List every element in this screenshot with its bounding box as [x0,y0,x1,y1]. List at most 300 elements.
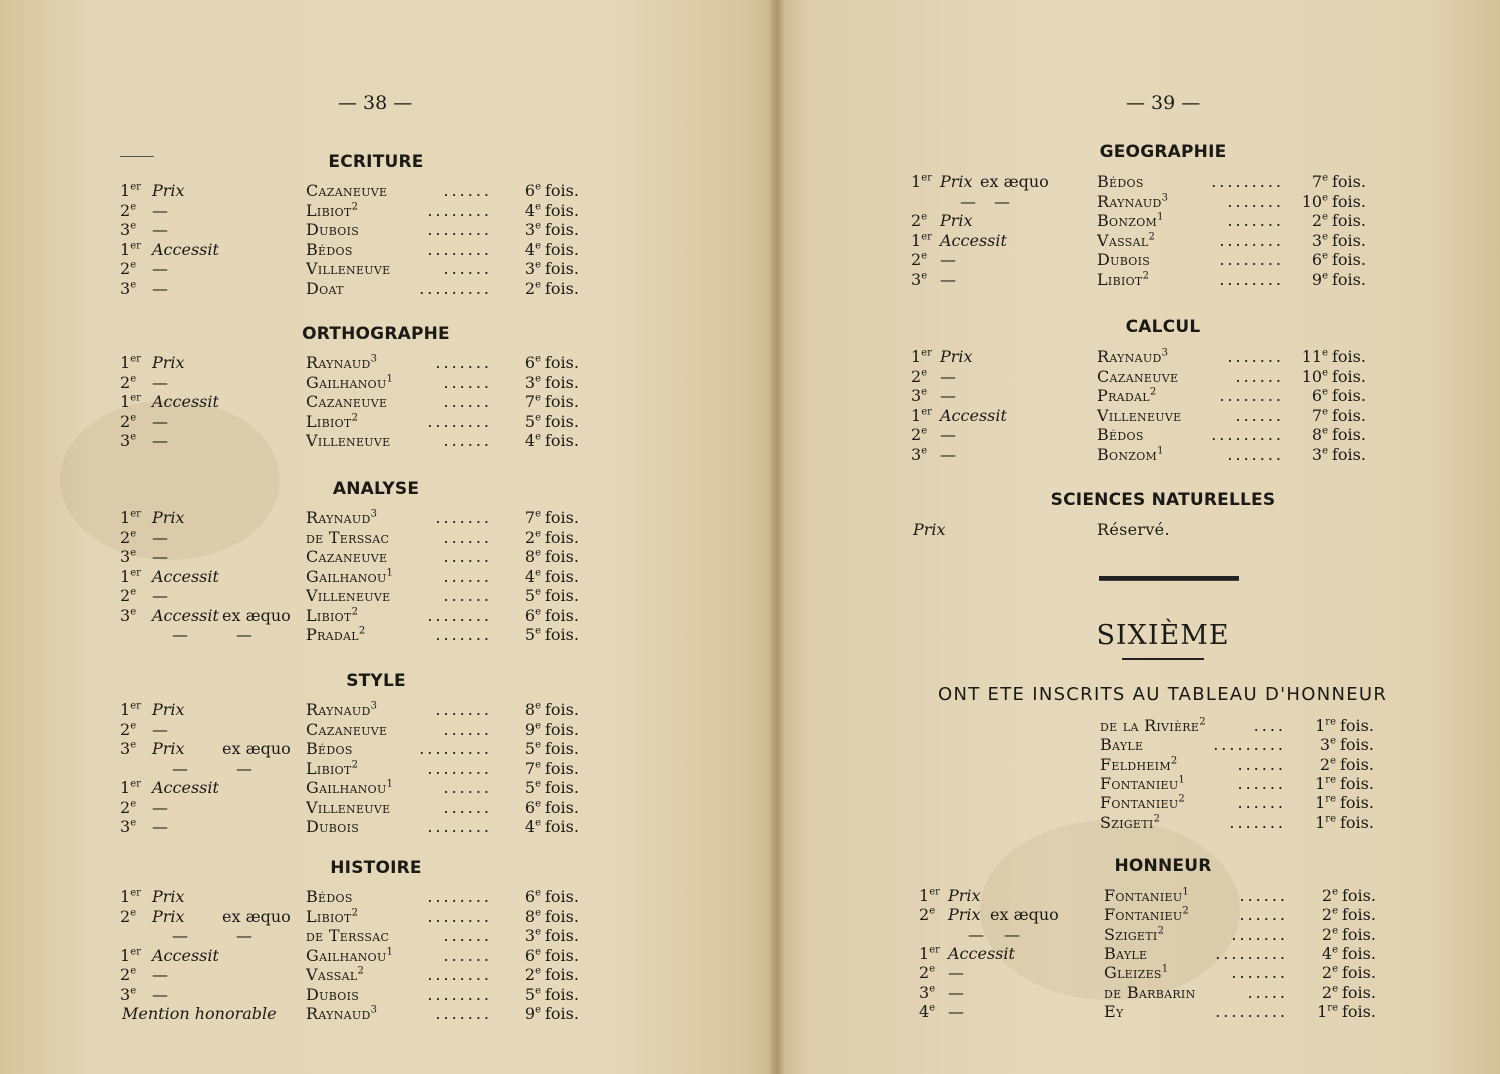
prize-row [0,778,700,798]
fois-label: fois. [545,739,579,758]
rank-ordinal: 2 [911,425,922,444]
dot-leader: ...... [443,586,492,605]
times-count-number: 5 [524,778,536,797]
prize-label: Prix [913,520,946,539]
student-name-text: de la Rivière [1100,716,1200,735]
rank-ordinal-suffix: e [921,386,928,398]
student-name [306,279,344,298]
rank-ordinal: 2 [120,586,131,605]
rank-ordinal-suffix: er [130,392,141,404]
times-count [525,567,541,586]
name-footnote: 2 [1153,813,1161,825]
prize-row [784,367,1484,387]
student-name-text: Villeneuve [306,431,391,450]
rank-ordinal-suffix: er [921,231,932,243]
times-count-suffix: e [535,700,541,712]
rank-ordinal: 1 [911,172,922,191]
times-count [525,259,541,278]
times-count [1322,905,1338,924]
times-count-number: 2 [524,527,536,547]
rank [120,778,141,797]
student-name [306,606,358,625]
rank-ordinal: 2 [911,250,922,269]
fois-label: fois. [1332,425,1366,444]
dot-leader: ....... [1229,812,1286,832]
prize-row [0,201,700,221]
rank-ordinal: 2 [120,411,131,431]
dot-leader: ..... [1247,982,1288,1002]
rank-ordinal: 1 [120,353,131,372]
student-name [1097,406,1181,425]
times-count-number: 10 [1301,191,1323,211]
prize-row [0,279,700,299]
rank-ordinal: 3 [120,431,131,450]
times-count [525,907,541,926]
student-name-text: Libiot [306,906,352,926]
prize-qualifier: ex æquo [990,905,1059,925]
prize-qualifier: — [1004,924,1020,944]
prize-label: — [960,191,976,211]
student-name-text: Dubois [1097,250,1151,269]
times-count [1322,925,1338,944]
student-name [306,220,359,239]
times-count-suffix: e [1322,250,1328,262]
fois-label: fois. [1340,793,1374,813]
times-count-number: 3 [1311,230,1323,250]
rank-ordinal-suffix: e [921,270,928,282]
dot-leader: ........ [1219,250,1284,269]
times-count [1322,944,1338,963]
dot-leader: ...... [443,547,492,566]
student-name-text: Raynaud [306,700,371,719]
student-name [306,508,377,527]
times-count-number: 9 [1311,269,1323,289]
times-count-suffix: e [535,625,541,637]
name-footnote: 2 [358,625,366,637]
rank [120,353,141,372]
rank [919,983,935,1002]
dot-leader: ........ [427,984,492,1004]
times-count-suffix: e [535,279,541,291]
dot-leader: ....... [435,625,492,644]
dot-leader: ....... [435,700,492,719]
dot-leader: ........ [427,200,492,220]
dot-leader: ......... [1215,1001,1288,1021]
section-title: ECRITURE [328,152,424,172]
times-count-suffix: e [535,739,541,751]
name-footnote: 1 [1182,886,1190,898]
prize-label: — [152,817,168,836]
prize-label: — [152,547,168,566]
class-title: SIXIÈME [1096,620,1230,651]
fois-label: fois. [545,719,579,739]
times-count-suffix: e [535,759,541,771]
rank-ordinal: 2 [919,905,930,925]
rank-ordinal: 3 [120,605,131,625]
times-count [1302,367,1328,386]
prize-row [0,817,700,837]
times-count-number: 3 [524,926,536,945]
times-count [1317,1002,1338,1021]
fois-label: fois. [1332,405,1366,425]
dot-leader: ....... [1227,191,1284,211]
dot-leader: ...... [1235,405,1284,425]
times-count [1312,425,1328,444]
times-count-number: 9 [524,719,536,739]
times-count [525,759,541,778]
times-count-number: 2 [1321,924,1333,944]
times-count [1312,270,1328,289]
section-title: HISTOIRE [330,858,422,878]
fois-label: fois. [545,605,579,625]
prize-row [0,586,700,606]
name-footnote: 2 [1182,905,1190,917]
prize-label: Prix [152,181,185,200]
dot-leader: ....... [435,508,492,527]
class-title-underline [1122,658,1204,660]
dot-leader: .... [1253,716,1286,735]
fois-label: fois. [1332,250,1366,269]
dot-leader: ........ [427,817,492,836]
prize-row [0,887,700,907]
prize-label: — [948,963,964,983]
student-name [306,817,359,836]
times-count-number: 4 [1321,943,1333,963]
times-count-suffix: e [535,720,541,732]
times-count-suffix: e [535,373,541,385]
dot-leader: ........ [427,887,492,906]
prize-row [0,739,700,759]
student-name-text: Dubois [306,984,360,1004]
times-count-number: 3 [1319,735,1331,755]
rank [120,181,141,200]
prize-label: — [152,586,168,605]
times-count [525,965,541,984]
times-count-suffix: e [535,1004,541,1016]
section-title: ORTHOGRAPHE [302,324,450,344]
prize-qualifier: — [236,926,252,945]
times-count-suffix: e [535,798,541,810]
prize-row [0,259,700,279]
times-count-number: 6 [524,605,536,625]
times-count [525,373,541,392]
student-name [306,739,353,758]
name-footnote: 1 [1157,211,1164,223]
prize-label: Prix [152,739,185,758]
rank [919,963,935,982]
fois-label: fois. [545,259,579,278]
student-name [1104,963,1168,982]
dot-leader: ...... [443,431,492,450]
rank-ordinal-suffix: e [921,445,928,457]
prize-label: — [940,444,956,464]
student-name [1104,983,1196,1002]
fois-label: fois. [545,906,579,926]
dot-leader: ........ [427,965,492,984]
fois-label: fois. [545,778,579,797]
rank [911,211,927,230]
prize-label: — [172,758,188,778]
student-name-text: Gailhanou [306,778,387,797]
dot-leader: ........ [427,220,492,239]
rank [120,946,141,965]
rank-ordinal: 4 [919,1001,930,1021]
rank-ordinal-suffix: er [921,406,932,418]
student-name [306,625,366,644]
dot-leader: ....... [1227,211,1284,230]
prize-label: — [948,1001,964,1021]
times-count-number: 2 [1321,963,1333,983]
section-title: ANALYSE [332,479,420,499]
prize-label: — [152,431,168,450]
fois-label: fois. [545,1004,579,1023]
times-count [1312,406,1328,425]
rank-ordinal-suffix: e [130,739,137,751]
name-footnote: 2 [1170,755,1178,767]
times-count [525,985,541,1004]
prize-row [784,944,1484,964]
rank-ordinal-suffix: er [929,886,940,898]
times-count-suffix: e [535,528,541,540]
times-count-number: 7 [524,758,536,778]
times-count-suffix: e [1322,172,1328,184]
times-count-suffix: re [1325,813,1336,825]
rank-ordinal: 3 [120,278,131,298]
times-count [525,220,541,239]
student-name [306,946,393,965]
rank-ordinal: 3 [120,739,131,758]
rank [120,739,136,758]
rank-ordinal: 2 [911,366,922,386]
rank-ordinal: 2 [911,211,922,230]
prize-row [0,907,700,927]
rank [120,240,141,259]
dot-leader: ...... [1239,905,1288,925]
student-name-text: Raynaud [1097,191,1162,211]
rank [911,425,927,444]
rank-ordinal: 1 [120,392,131,411]
section-divider-rule [1099,576,1239,581]
fois-label: fois. [545,392,579,411]
rank-ordinal-suffix: e [130,586,137,598]
prize-qualifier: — [994,191,1010,211]
rank-ordinal: 1 [120,239,131,259]
rank-ordinal: 2 [120,965,131,984]
rank-ordinal-suffix: er [921,172,932,184]
fois-label: fois. [545,566,579,586]
times-count [1312,211,1328,230]
student-name [306,431,390,450]
prize-label: — [152,200,168,220]
times-count-suffix: e [535,201,541,213]
prize-row [784,520,1484,540]
prize-label: Accessit [152,778,219,797]
times-count-suffix: e [535,567,541,579]
fois-label: fois. [1340,754,1374,774]
times-count-number: 2 [524,278,536,298]
rank [120,965,136,984]
times-count [525,353,541,372]
prize-label: — [172,625,188,644]
student-name [306,567,393,586]
rank-ordinal: 3 [919,982,930,1002]
rank [120,392,141,411]
rank-ordinal: 3 [120,984,131,1004]
times-count-suffix: e [535,392,541,404]
times-count [525,700,541,719]
rank [120,817,136,836]
times-count-suffix: e [1322,192,1328,204]
prize-label: Prix [948,886,981,905]
prize-label: — [152,372,168,392]
times-count [1312,231,1328,250]
student-name [306,700,377,719]
rank-ordinal: 3 [911,444,922,464]
rank [120,907,136,926]
dot-leader: ....... [1227,444,1284,464]
name-footnote: 3 [370,353,378,365]
rank-ordinal-suffix: e [130,528,137,540]
prize-row [784,211,1484,231]
student-name [1097,445,1164,464]
rank [120,700,141,719]
times-count [525,887,541,906]
prize-row [784,386,1484,406]
rank [911,172,932,191]
dot-leader: ........ [1219,386,1284,405]
times-count-suffix: e [1332,983,1338,995]
name-footnote: 1 [386,567,394,579]
times-count-suffix: re [1325,774,1336,786]
student-name [1100,755,1178,774]
times-count-suffix: e [1330,735,1336,747]
dot-leader: ...... [443,392,492,411]
fois-label: fois. [545,278,579,298]
honor-roll-row [784,774,1484,794]
student-name-text: Libiot [1097,269,1143,289]
times-count-suffix: e [535,817,541,829]
times-count-number: 8 [524,906,536,926]
fois-label: fois. [545,181,579,200]
prize-row [784,347,1484,367]
rank-ordinal-suffix: er [929,944,940,956]
times-count-number: 2 [1321,905,1333,925]
student-name [1100,735,1143,754]
fois-label: fois. [1340,716,1374,735]
name-footnote: 2 [1149,386,1157,398]
rank-ordinal-suffix: e [929,1002,936,1014]
prize-row [0,412,700,432]
student-name-text: Bédos [1097,425,1144,444]
rank-ordinal-suffix: e [130,798,137,810]
student-name [306,528,389,547]
fois-label: fois. [1332,444,1366,464]
student-name-text: Dubois [306,220,360,239]
student-name [306,887,353,906]
page-number: — 39 — [1126,92,1201,114]
times-count-number: 4 [524,200,536,220]
student-name [1097,192,1168,211]
student-name-text: Bédos [306,739,353,758]
student-name-text: Villeneuve [306,259,391,278]
prize-label: — [152,527,168,547]
page-number: — 38 — [338,92,413,114]
times-count-suffix: e [1332,925,1338,937]
prize-row [0,625,700,645]
times-count [525,606,541,625]
prize-label: Prix [152,508,185,527]
honor-roll-row [784,793,1484,813]
rank-ordinal-suffix: er [130,887,141,899]
student-name [306,412,358,431]
prize-row [0,528,700,548]
student-name-text: Dubois [306,817,360,836]
student-name-text: Cazaneuve [306,392,388,411]
prize-row [784,905,1484,925]
fois-label: fois. [1332,269,1366,289]
times-count-suffix: e [535,181,541,193]
rank [120,259,136,278]
name-footnote: 2 [1199,716,1206,728]
student-name-text: Raynaud [1097,347,1162,366]
dot-leader: ...... [443,719,492,739]
times-count [1315,813,1336,832]
student-name-text: Villeneuve [306,797,391,817]
tableau-heading: ONT ETE INSCRITS AU TABLEAU D'HONNEUR [938,684,1388,705]
student-name-text: Vassal [1097,230,1149,250]
fois-label: fois. [1332,386,1366,405]
prize-label: — [152,719,168,739]
prize-qualifier: ex æquo [222,906,291,926]
dot-leader: ...... [443,259,492,278]
prize-label: — [152,411,168,431]
prize-row [784,406,1484,426]
section-title: HONNEUR [1114,856,1212,876]
prize-label: — [152,984,168,1004]
student-name-text: Libiot [306,411,352,431]
times-count-number: 6 [524,887,536,906]
times-count-number: 6 [1311,386,1323,405]
prize-label: — [152,259,168,278]
fois-label: fois. [1342,924,1376,944]
student-name-text: Gleizes [1104,963,1162,983]
student-name [1097,270,1149,289]
student-name-text: Szigeti [1104,924,1158,944]
times-count [1312,445,1328,464]
prize-row [0,926,700,946]
dot-leader: ...... [443,372,492,392]
name-footnote: 2 [357,965,365,977]
prize-row [784,250,1484,270]
dot-leader: ...... [443,926,492,945]
rank-ordinal-suffix: e [130,965,137,977]
student-name [1097,347,1168,366]
rank-ordinal-suffix: e [130,817,137,829]
fois-label: fois. [545,372,579,392]
times-count [1320,735,1336,754]
rank [911,406,932,425]
prize-row [0,759,700,779]
fois-label: fois. [545,508,579,527]
student-name [1097,425,1144,444]
fois-label: fois. [1342,943,1376,963]
times-count-suffix: e [535,778,541,790]
rank-ordinal-suffix: e [130,907,137,919]
fois-label: fois. [1342,905,1376,925]
times-count-number: 6 [524,945,536,965]
rank-ordinal: 1 [911,405,922,425]
rank-ordinal: 2 [120,527,131,547]
